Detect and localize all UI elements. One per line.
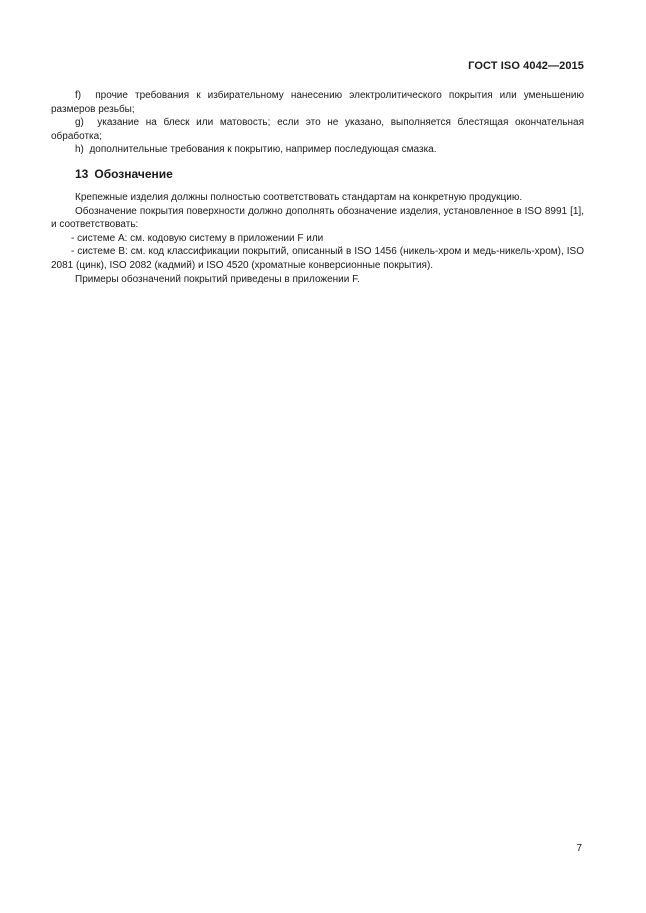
section-number: 13 (75, 166, 89, 181)
paragraph: Крепежные изделия должны полностью соответствовать стандартам на конкретную продукцию. (75, 191, 523, 203)
document-body (51, 89, 584, 286)
list-text: прочие требования к избирательному нанесению электролитического покрытия или уменьшению размеров резьбы; (51, 90, 585, 115)
list-marker: g) (75, 117, 84, 129)
section-heading (51, 167, 584, 182)
list-text: указание на блеск или матовость; если это не указано, выполняется блестящая окончательная обработка; (51, 117, 584, 142)
list-item-g (51, 116, 584, 143)
paragraph: Обозначение покрытия поверхности должно дополнять обозначение изделия, установленное в ISO 8991 [1], и соответствовать: (51, 205, 584, 231)
list-marker: h) (75, 144, 84, 156)
document-header: ГОСТ ISO 4042—2015 (468, 60, 584, 72)
page-number: 7 (576, 843, 582, 854)
section-title: Обозначение (94, 166, 173, 181)
dash-item: - системе B: см. код классификации покрытий, описанный в ISO 1456 (никель-хром и медь-никель-хром), ISO 2081 (цинк), ISO 2082 (кадмий) и ISO 4520 (хроматные конверсионные покрытия). (51, 246, 584, 271)
list-item-h (51, 143, 584, 157)
dash-item: - системе А: см. кодовую систему в приложении F или (71, 232, 324, 244)
list-marker: f) (75, 90, 82, 101)
list-text: дополнительные требования к покрытию, например последующая смазка. (89, 144, 437, 156)
paragraph-closing: Примеры обозначений покрытий приведены в приложении F. (75, 273, 360, 285)
list-item-f (51, 89, 584, 116)
